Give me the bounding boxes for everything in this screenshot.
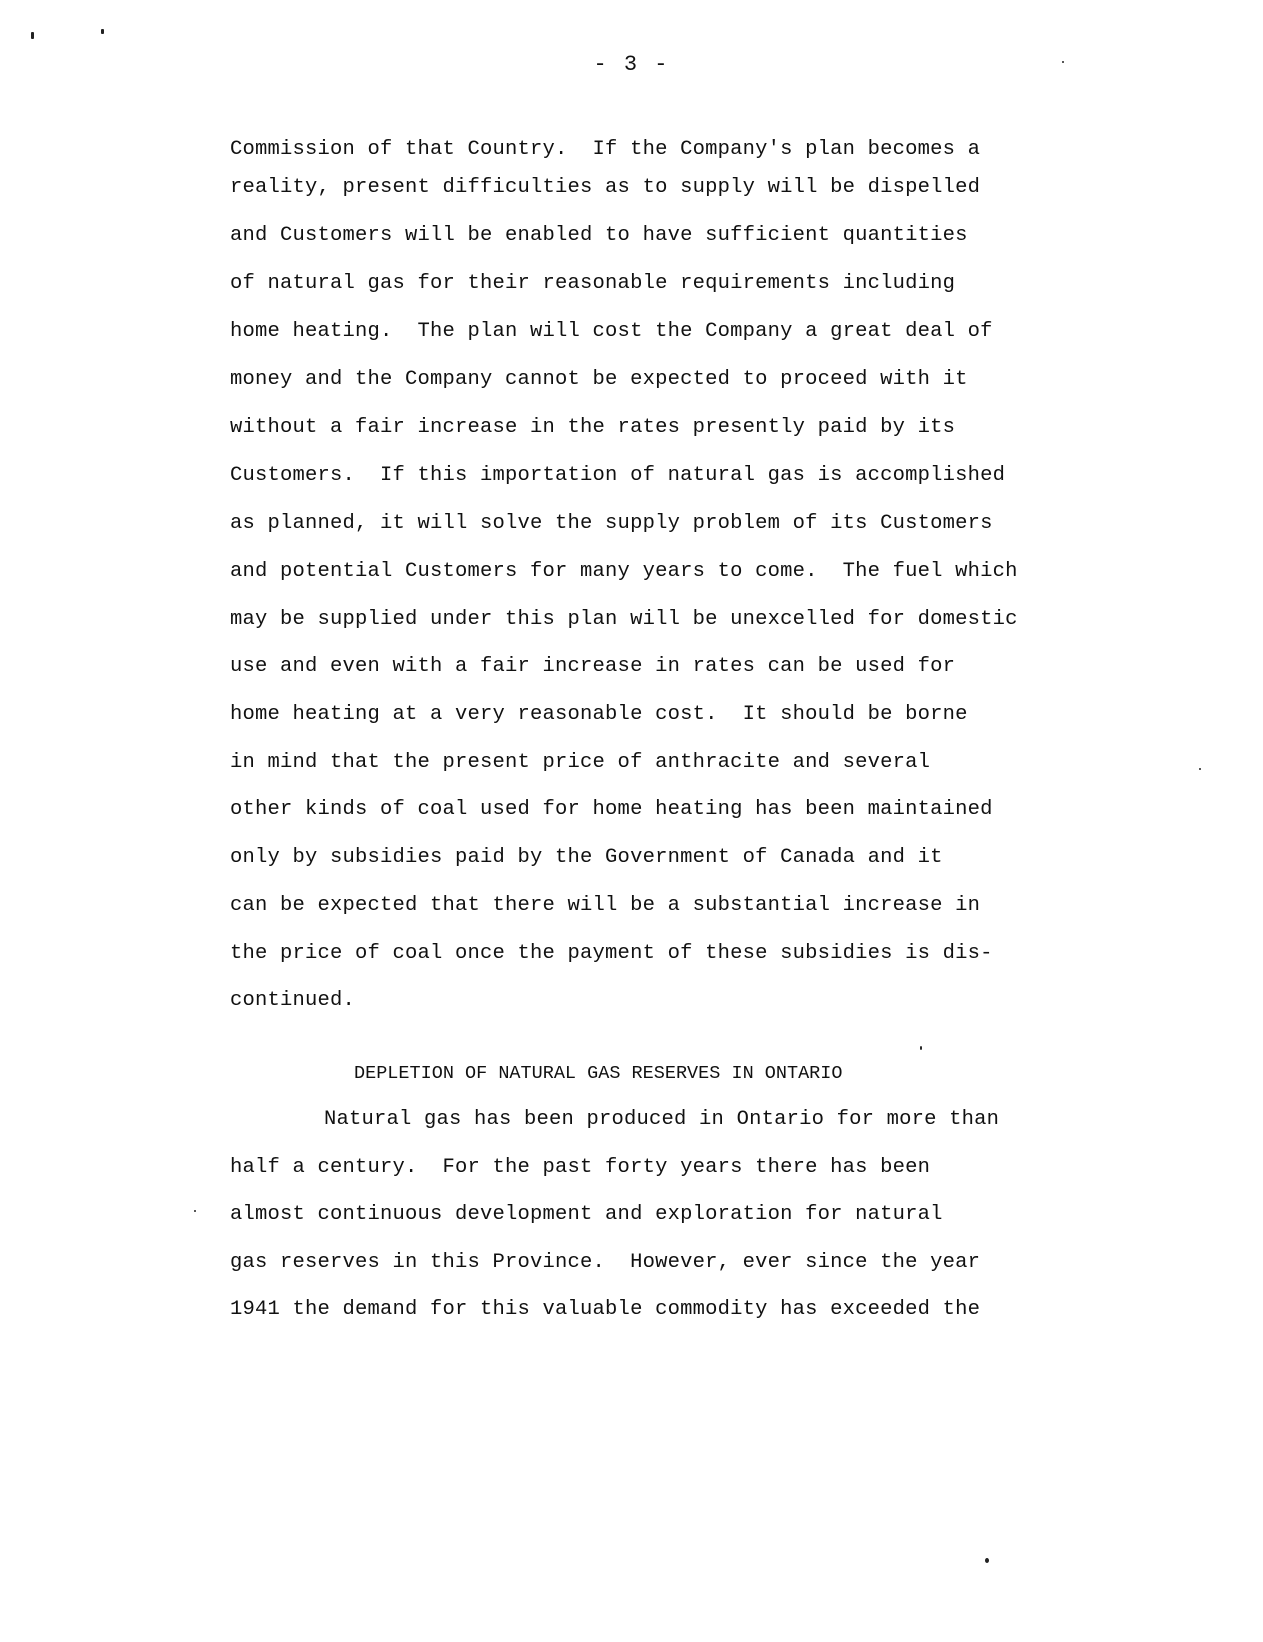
page-number: - 3 - (593, 52, 670, 77)
scan-speck (920, 1046, 922, 1050)
scan-speck (194, 1210, 196, 1212)
text-line: the price of coal once the payment of these subsidies is dis- (230, 942, 993, 965)
text-line: home heating. The plan will cost the Company a great deal of (230, 320, 993, 343)
scan-speck (31, 32, 34, 39)
text-line: use and even with a fair increase in rates can be used for (230, 655, 956, 678)
text-line: without a fair increase in the rates presently paid by its (230, 416, 956, 439)
text-line: 1941 the demand for this valuable commodity has exceeded the (230, 1298, 981, 1321)
text-line: and Customers will be enabled to have sufficient quantities (230, 224, 968, 247)
text-line: can be expected that there will be a substantial increase in (230, 894, 981, 917)
scan-speck (101, 29, 104, 34)
text-line: Customers. If this importation of natural gas is accomplished (230, 464, 1006, 487)
text-line: of natural gas for their reasonable requirements including (230, 272, 956, 295)
text-line: as planned, it will solve the supply problem of its Customers (230, 512, 993, 535)
text-line: home heating at a very reasonable cost. It should be borne (230, 703, 968, 726)
section-heading: DEPLETION OF NATURAL GAS RESERVES IN ONTARIO (354, 1063, 843, 1084)
scan-speck (1062, 61, 1064, 63)
scan-speck (1199, 768, 1201, 770)
text-line: half a century. For the past forty years there has been (230, 1156, 931, 1179)
text-line: only by subsidies paid by the Government of Canada and it (230, 846, 943, 869)
text-line: continued. (230, 989, 356, 1012)
text-line: reality, present difficulties as to supply will be dispelled (230, 176, 981, 199)
text-line: in mind that the present price of anthracite and several (230, 751, 931, 774)
text-line: almost continuous development and exploration for natural (230, 1203, 943, 1226)
text-line: Commission of that Country. If the Company's plan becomes a (230, 138, 981, 161)
text-line: Natural gas has been produced in Ontario for more than (324, 1108, 1000, 1131)
scan-speck (985, 1558, 989, 1563)
text-line: may be supplied under this plan will be unexcelled for domestic (230, 608, 1018, 631)
text-line: money and the Company cannot be expected to proceed with it (230, 368, 968, 391)
text-line: and potential Customers for many years to come. The fuel which (230, 560, 1018, 583)
text-line: other kinds of coal used for home heating has been maintained (230, 798, 993, 821)
text-line: gas reserves in this Province. However, ever since the year (230, 1251, 981, 1274)
